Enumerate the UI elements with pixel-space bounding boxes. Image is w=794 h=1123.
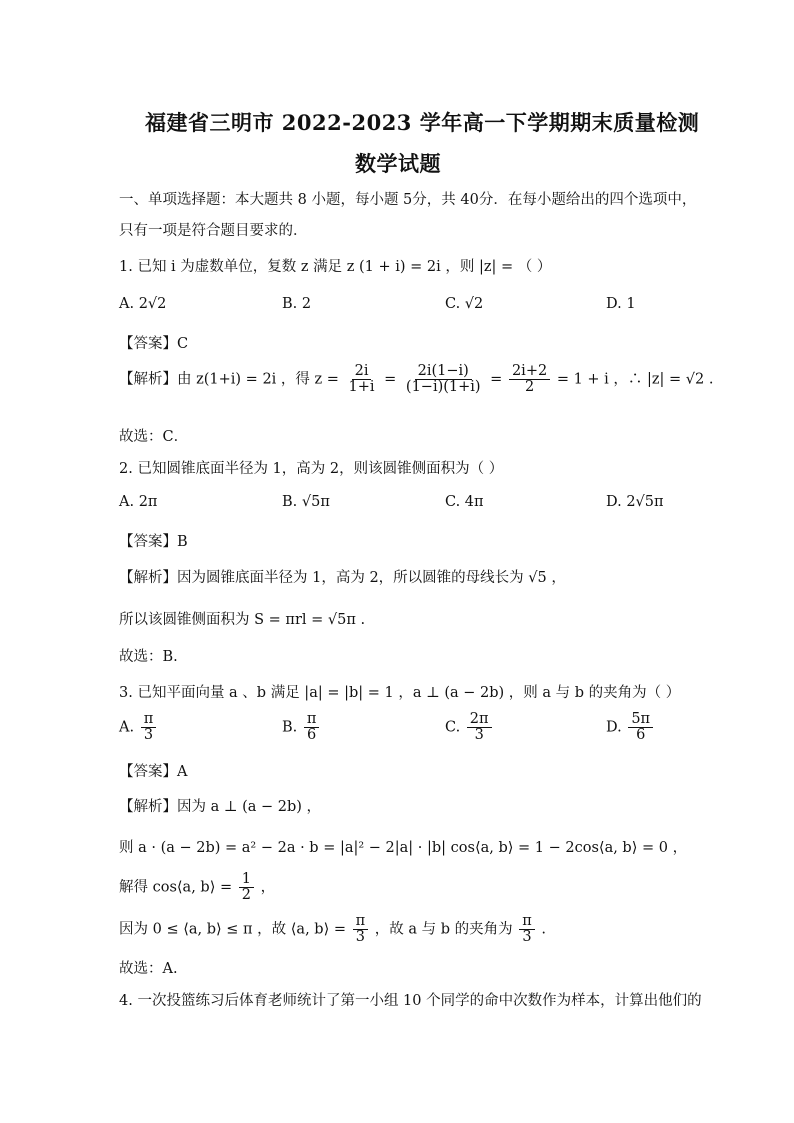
section-heading-line2: 只有一项是符合题目要求的． <box>119 223 308 239</box>
q1-option-d: D. 1 <box>606 296 636 312</box>
q1-analysis-prefix: 【解析】由 z(1+i) = 2i ，得 z = <box>119 371 339 388</box>
q3-analysis-line4: 因为 0 ≤ ⟨a, b⟩ ≤ π ，故 ⟨a, b⟩ = $\frac{\pi}{3}$ ，故 a 与 b 的夹角为 $\frac{\pi}{3}$ . <box>119 913 546 946</box>
q3-option-d: D. $\frac{5\pi}{6}$ <box>606 712 655 743</box>
q3-answer: 【答案】A <box>119 764 188 780</box>
q3-analysis-line3: 解得 cos⟨a, b⟩ = $\frac{1}{2}$ ， <box>119 871 276 904</box>
q1-fraction-3: $\frac{2i+2}{2}$ <box>509 364 550 395</box>
q2-option-b: B. √5π <box>282 494 330 510</box>
q3-option-b: B. $\frac{\pi}{6}$ <box>282 712 321 743</box>
q2-choose: 故选：B. <box>119 649 178 665</box>
q1-option-c: C. √2 <box>445 296 484 312</box>
q1-option-a: A. 2√2 <box>119 296 167 312</box>
q2-option-c: C. 4π <box>445 494 484 510</box>
q2-analysis-line1: 【解析】因为圆锥底面半径为 1，高为 2，所以圆锥的母线长为 √5 ， <box>119 570 566 586</box>
q1-stem: 1. 已知 i 为虚数单位，复数 z 满足 z (1 + i) = 2i ，则 |z| = （ ） <box>119 259 552 275</box>
q3-analysis-line1: 【解析】因为 a ⊥ (a − 2b) ， <box>119 799 322 815</box>
q1-choose: 故选：C． <box>119 429 189 445</box>
q1-analysis-suffix: = 1 + i ，∴ |z| = √2 . <box>556 371 714 388</box>
q3-analysis-line2: 则 a · (a − 2b) = a² − 2a · b = |a|² − 2|a| · |b| cos⟨a, b⟩ = 1 − 2cos⟨a, b⟩ = 0 ， <box>119 840 688 856</box>
document-title: 福建省三明市 2022-2023 学年高一下学期期末质量检测 <box>145 110 700 135</box>
q3-choose: 故选：A. <box>119 961 178 977</box>
q1-option-b: B. 2 <box>282 296 312 312</box>
q1-answer: 【答案】C <box>119 336 189 352</box>
q2-option-a: A. 2π <box>119 494 158 510</box>
q1-analysis: 【解析】由 z(1+i) = 2i ，得 z = $\frac{2i}{1+i}$ = $\frac{2i(1-i)}{(1-i)(1+i)}$ = $\frac{2i+2}{2}$ = 1 + i ，∴ |z| = √2 . <box>119 363 714 396</box>
q2-analysis-line2: 所以该圆锥侧面积为 S = πrl = √5π . <box>119 612 366 628</box>
q2-answer: 【答案】B <box>119 534 188 550</box>
q1-fraction-1: $\frac{2i}{1+i}$ <box>348 363 375 396</box>
document-subtitle: 数学试题 <box>355 151 441 176</box>
section-heading-line1: 一、单项选择题：本大题共 8 小题，每小题 5分，共 40分．在每小题给出的四个选项中， <box>119 192 697 208</box>
q2-stem: 2. 已知圆锥底面半径为 1，高为 2，则该圆锥侧面积为（ ） <box>119 461 504 477</box>
q3-option-a: A. $\frac{\pi}{3}$ <box>119 712 158 743</box>
q3-option-c: C. $\frac{2\pi}{3}$ <box>445 712 494 743</box>
q4-stem: 4. 一次投篮练习后体育老师统计了第一小组 10 个同学的命中次数作为样本，计算出他们的 <box>119 993 702 1009</box>
q1-fraction-2: $\frac{2i(1-i)}{(1-i)(1+i)}$ <box>405 363 481 396</box>
q2-option-d: D. 2√5π <box>606 494 664 510</box>
q3-stem: 3. 已知平面向量 a 、b 满足 |a| = |b| = 1 ，a ⊥ (a − 2b) ，则 a 与 b 的夹角为（ ） <box>119 685 681 701</box>
